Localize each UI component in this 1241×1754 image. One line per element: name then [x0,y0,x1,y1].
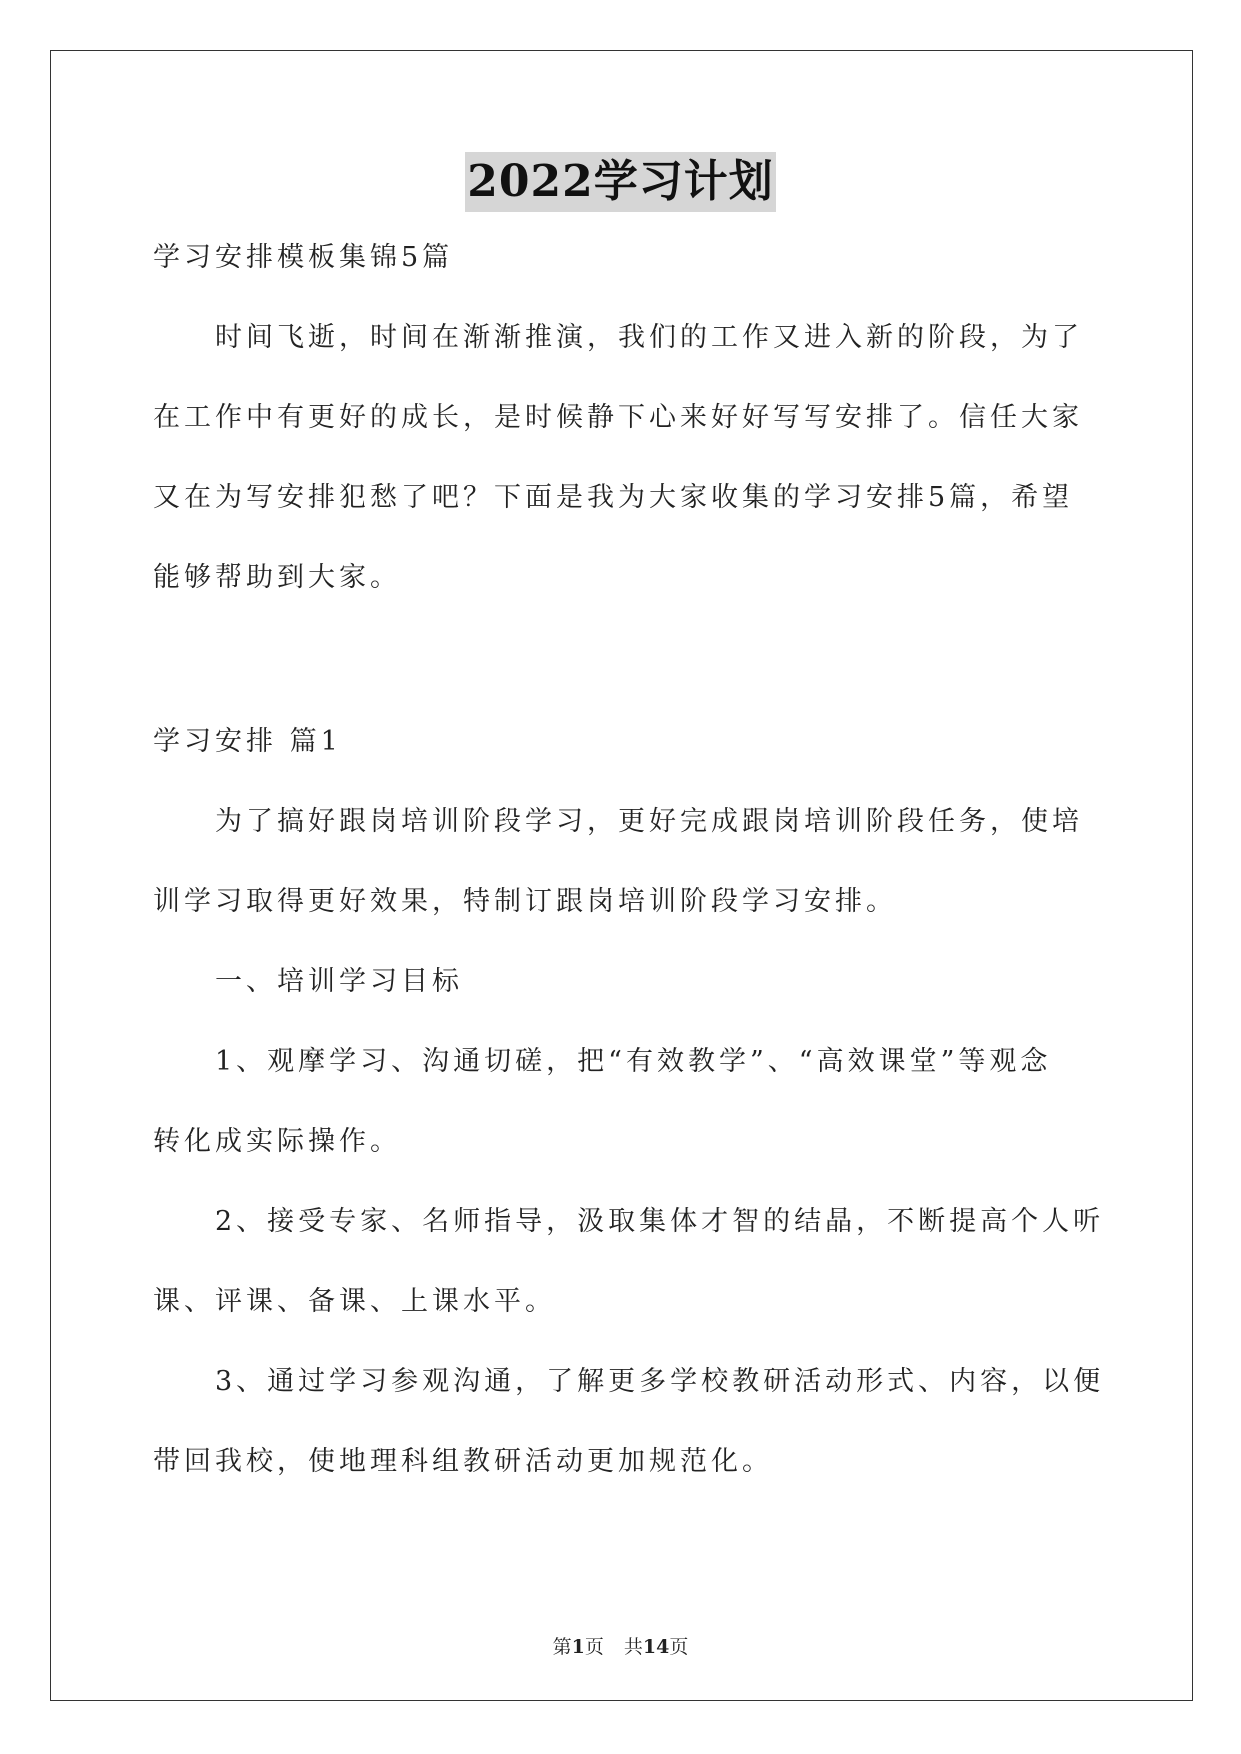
page-total: 14 [642,1636,670,1658]
page-prefix: 第 [552,1636,572,1658]
total-prefix: 共 [623,1636,643,1658]
goal-heading: 一、培训学习目标 [215,966,463,997]
paragraph-line: 又在为写安排犯愁了吧？下面是我为大家收集的学习安排5篇，希望 [153,482,1074,513]
paragraph-line: 课、评课、备课、上课水平。 [153,1286,556,1317]
paragraph-line: 带回我校，使地理科组教研活动更加规范化。 [153,1446,773,1477]
title-container [0,152,1241,212]
paragraph-line: 能够帮助到大家。 [153,562,401,593]
paragraph-line: 转化成实际操作。 [153,1126,401,1157]
section-heading: 学习安排 篇1 [153,726,342,757]
total-suffix: 页 [669,1636,689,1658]
page-footer [0,1632,1241,1659]
paragraph-line: 3、通过学习参观沟通，了解更多学校教研活动形式、内容，以便 [215,1366,1105,1397]
paragraph-line: 2、接受专家、名师指导，汲取集体才智的结晶，不断提高个人听 [215,1206,1105,1237]
document-body [153,232,1105,1516]
section-paragraph [153,796,1088,956]
document-subtitle: 学习安排模板集锦5篇 [153,242,454,273]
paragraph-line: 为了搞好跟岗培训阶段学习，更好完成跟岗培训阶段任务，使培 [215,806,1083,837]
paragraph-line: 1、观摩学习、沟通切磋，把“有效教学”、“高效课堂”等观念 [215,1046,1052,1077]
paragraph-line: 训学习取得更好效果，特制订跟岗培训阶段学习安排。 [153,886,897,917]
goal-item-2 [153,1196,1105,1356]
intro-paragraph [153,312,1088,632]
document-title: 2022学习计划 [465,152,775,212]
page-suffix: 页 [584,1636,604,1658]
goal-item-3 [153,1356,1105,1516]
paragraph-gap [153,632,1088,716]
paragraph-line: 在工作中有更好的成长，是时候静下心来好好写写安排了。信任大家 [153,402,1083,433]
paragraph-line: 时间飞逝，时间在渐渐推演，我们的工作又进入新的阶段，为了 [215,322,1083,353]
page-current: 1 [571,1636,585,1658]
goal-item-1 [153,1036,1088,1196]
